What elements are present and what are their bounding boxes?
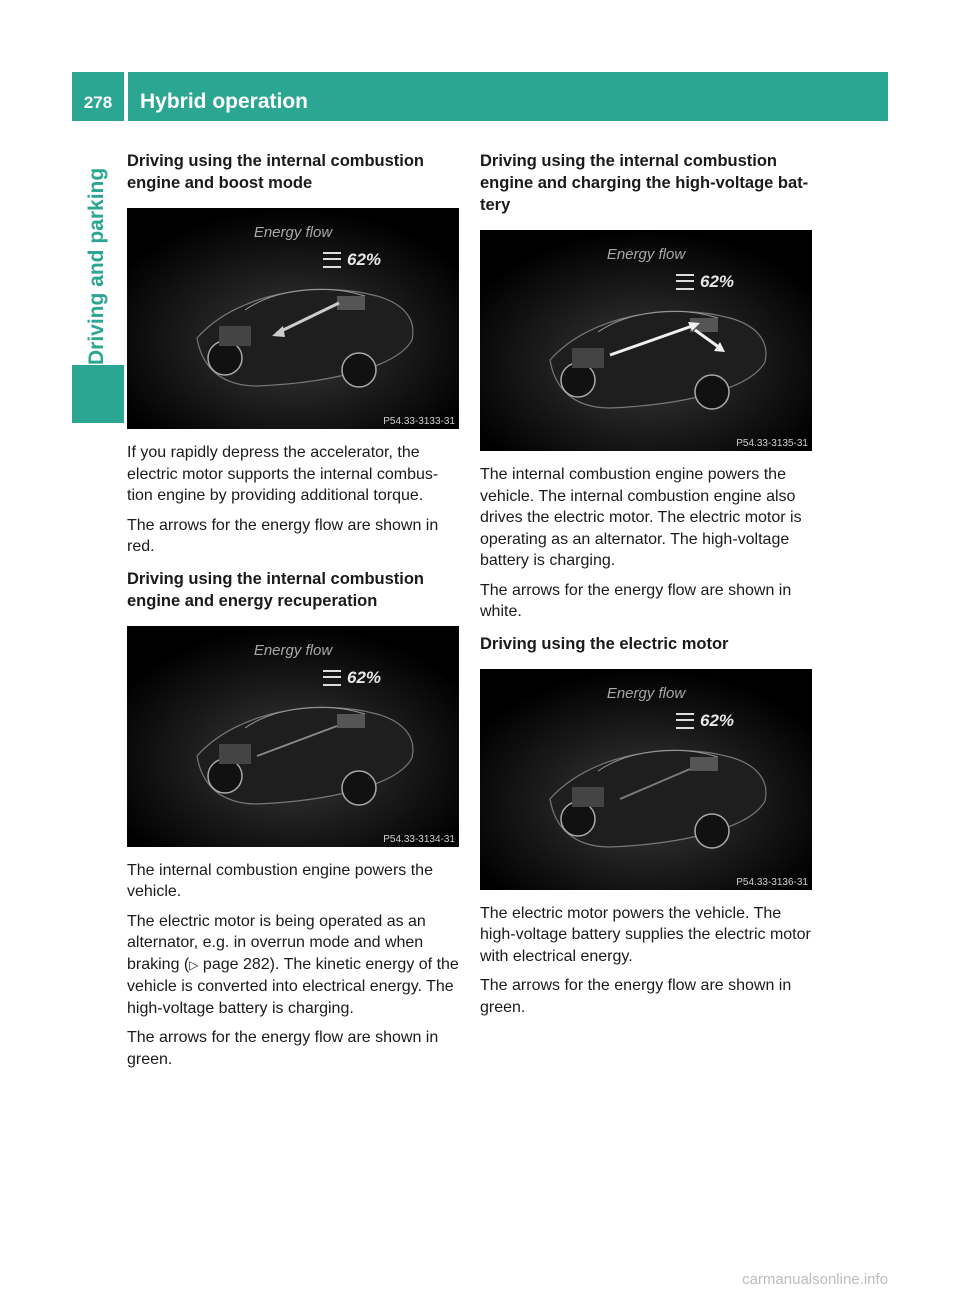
figure-title: Energy flow bbox=[606, 684, 686, 702]
paragraph: The arrows for the energy flow are shown in white. bbox=[480, 581, 792, 620]
paragraph: If you rapidly depress the accelerator, the electric motor supports the internal combus-tion engine by providing additional torque. bbox=[127, 444, 439, 504]
paragraph: The internal combustion engine powers the vehicle. The internal combustion engine also drives the electric motor. The electric motor is operating as an alternator. The high-voltage battery is charging. bbox=[480, 466, 802, 569]
battery-percent: 62% bbox=[700, 710, 735, 730]
figure-code: P54.33-3133-31 bbox=[383, 416, 455, 427]
side-tab-marker bbox=[72, 365, 124, 423]
battery-indicator bbox=[676, 711, 734, 731]
heading-energy-recuperation: Driving using the internal combustion engine and energy recuperation bbox=[127, 569, 425, 610]
battery-percent: 62% bbox=[347, 250, 382, 269]
battery-icon bbox=[676, 713, 694, 729]
paragraph: The arrows for the energy flow are shown in green. bbox=[480, 977, 792, 1016]
paragraph: The electric motor powers the vehicle. The high-voltage battery supplies the electric motor with electrical energy. bbox=[480, 904, 811, 965]
heading-electric-motor: Driving using the electric motor bbox=[480, 634, 729, 653]
figure-title: Energy flow bbox=[253, 224, 333, 241]
paragraph: The internal combustion engine powers the vehicle. bbox=[127, 861, 433, 900]
car-illustration bbox=[127, 626, 459, 847]
figure-code: P54.33-3136-31 bbox=[736, 876, 808, 888]
paragraph-text: page 282). The kinetic energy of the vehicle is converted into electrical energy. The high-voltage battery is charging. bbox=[127, 955, 459, 1017]
battery-icon bbox=[676, 274, 694, 290]
paragraph bbox=[127, 911, 459, 1020]
footer-watermark: carmanualsonline.info bbox=[742, 1271, 888, 1288]
battery-indicator bbox=[323, 668, 381, 688]
page-number: 278 bbox=[83, 93, 113, 112]
figure-code: P54.33-3134-31 bbox=[383, 833, 455, 845]
car-illustration bbox=[480, 230, 812, 451]
figure-title: Energy flow bbox=[606, 246, 686, 263]
car-illustration bbox=[480, 669, 812, 890]
heading-boost-mode: Driving using the internal combustion engine and boost mode bbox=[127, 152, 425, 192]
paragraph: The arrows for the energy flow are shown in red. bbox=[127, 516, 439, 555]
figure-code: P54.33-3135-31 bbox=[736, 438, 808, 449]
side-tab-label: Driving and parking bbox=[85, 167, 108, 365]
page-ref-arrow-icon[interactable]: ▷ bbox=[189, 957, 199, 972]
car-illustration bbox=[127, 208, 459, 429]
battery-indicator bbox=[676, 272, 734, 292]
paragraph-text: The electric motor is being operated as an alternator, e.g. in overrun mode and when braking ( bbox=[127, 912, 426, 973]
section-title: Hybrid operation bbox=[140, 90, 309, 113]
battery-indicator bbox=[323, 250, 381, 270]
header-divider bbox=[124, 72, 128, 121]
right-column bbox=[480, 150, 812, 1026]
energy-flow-figure-electric bbox=[480, 669, 812, 890]
energy-flow-figure-boost bbox=[127, 208, 459, 429]
energy-flow-figure-charging bbox=[480, 230, 812, 451]
battery-percent: 62% bbox=[347, 667, 382, 687]
heading-charging-battery: Driving using the internal combustion engine and charging the high-voltage bat-tery bbox=[480, 152, 809, 214]
battery-icon bbox=[323, 670, 341, 686]
battery-percent: 62% bbox=[700, 272, 735, 291]
energy-flow-figure-recuperation bbox=[127, 626, 459, 847]
battery-icon bbox=[323, 252, 341, 268]
paragraph: The arrows for the energy flow are shown in green. bbox=[127, 1029, 439, 1068]
left-column bbox=[127, 150, 459, 1078]
figure-title: Energy flow bbox=[253, 641, 333, 659]
